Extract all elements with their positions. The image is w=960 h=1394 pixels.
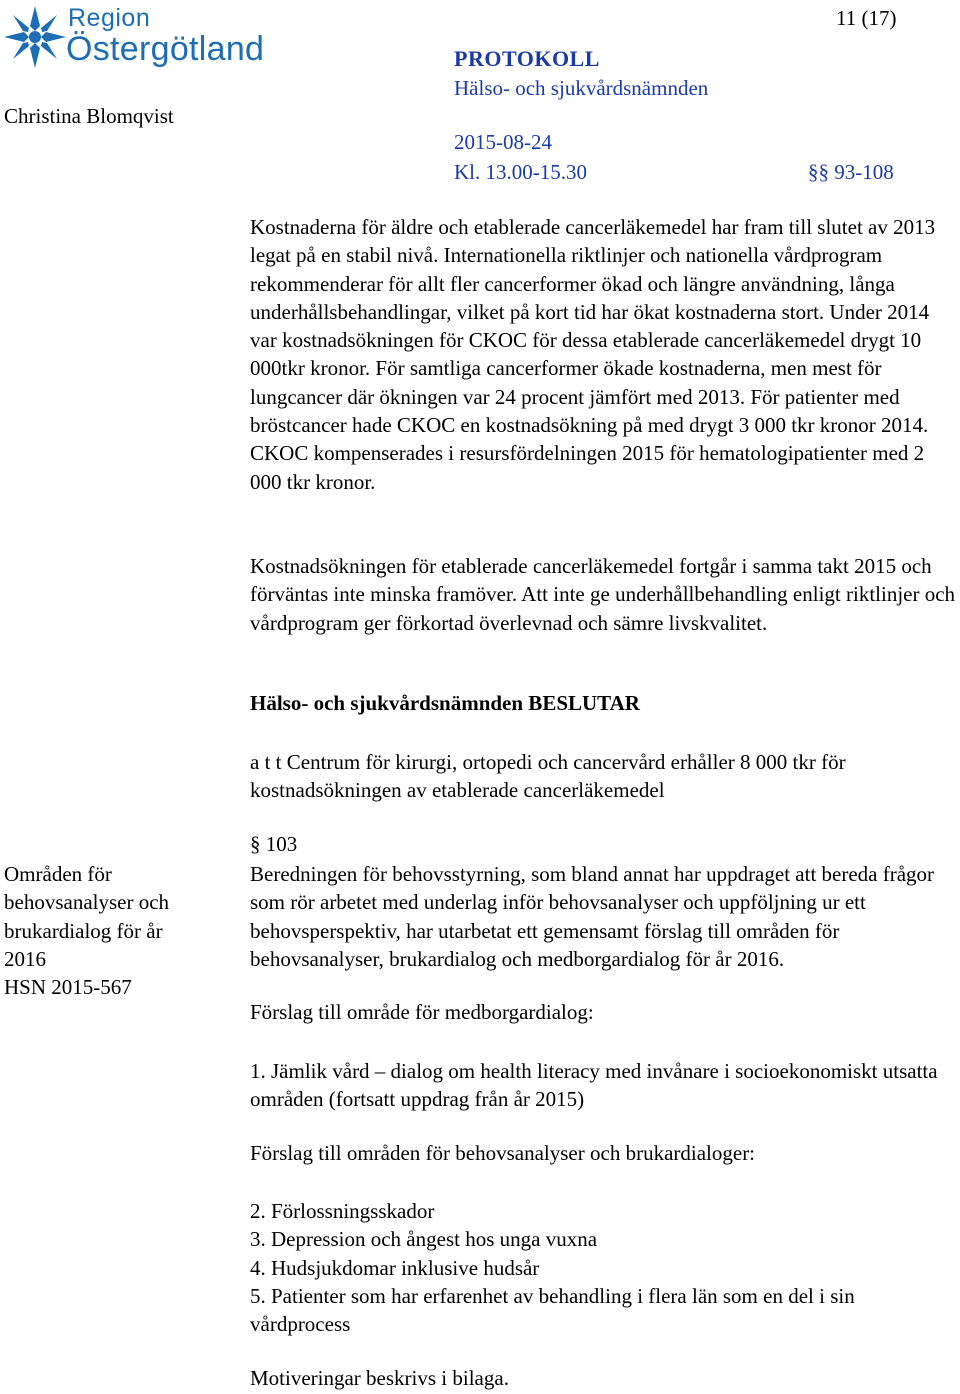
meeting-date: 2015-08-24 (454, 130, 552, 154)
list-item: 5. Patienter som har erfarenhet av behandling i flera län som en del i sin vårdprocess (250, 1283, 855, 1337)
section-sidebar (4, 860, 204, 1001)
logo-text-region: Region (68, 4, 151, 32)
behovsanalys-heading: Förslag till områden för behovsanalyser och brukardialoger: (250, 1141, 756, 1165)
list-item: 3. Depression och ångest hos unga vuxna (250, 1227, 598, 1252)
decision-text: a t t Centrum för kirurgi, ortopedi och cancervård erhåller 8 000 tkr för kostnadsökningen av etablerade cancerläkemedel (250, 750, 846, 803)
medborgardialog-heading: Förslag till område för medborgardialog: (250, 1000, 594, 1024)
organization-name: Hälso- och sjukvårdsnämnden (454, 76, 709, 100)
star-flower-icon (4, 6, 66, 68)
section-sidebar-ref: HSN 2015-567 (4, 975, 132, 1000)
medborgardialog-item: 1. Jämlik vård – dialog om health literacy med invånare i socioekonomiskt utsatta områden (fortsatt uppdrag från år 2015) (250, 1059, 938, 1112)
body-paragraph-1: Kostnaderna för äldre och etablerade cancerläkemedel har fram till slutet av 2013 legat på en stabil nivå. Internationella riktlinjer och nationella vårdprogram rekommenderar för allt fler cancerformer ökad och längre användning, långa underhållsbehandlingar, vilket på kort tid har ökat kostnaderna stort. Under 2014 var kostnadsökningen för CKOC för dessa etablerade cancerläkemedel drygt 10 000tkr kronor. För samtliga cancerformer ökade kostnaderna, men mest för lungcancer där ökningen var 24 procent jämfört med 2013. För patienter med bröstcancer hade CKOC en kostnadsökning på med drygt 3 000 tkr kronor 2014. CKOC kompenserades i resursfördelningen 2015 för hematologipatienter med 2 000 tkr kronor. (250, 215, 936, 494)
section-intro: Beredningen för behovsstyrning, som bland annat har uppdraget att bereda frågor som rör arbetet med underlag inför behovsanalyser och uppföljning ur ett behovsperspektiv, har utarbetat ett gemensamt förslag till områden för behovsanalyser, brukardialog och medborgardialog för år 2016. (250, 862, 935, 971)
body-paragraph-2: Kostnadsökningen för etablerade cancerläkemedel fortgår i samma takt 2015 och förväntas inte minska framöver. Att inte ge underhållbehandling enligt riktlinjer och vårdprogram ger förkortad överlevnad och sämre livskvalitet. (250, 554, 956, 635)
logo-text-ostergotland: Östergötland (66, 30, 265, 68)
decision-heading: Hälso- och sjukvårdsnämnden BESLUTAR (250, 691, 640, 715)
author-name: Christina Blomqvist (4, 104, 174, 128)
list-item: 2. Förlossningsskador (250, 1199, 435, 1223)
behovsanalys-list (250, 1197, 956, 1338)
list-item: 4. Hudsjukdomar inklusive hudsår (250, 1255, 540, 1280)
meeting-time: Kl. 13.00-15.30 (454, 160, 587, 184)
section-number: § 103 (250, 832, 298, 856)
closing-line: Motiveringar beskrivs i bilaga. (250, 1366, 509, 1390)
section-sidebar-title: Områden för behovsanalyser och brukardialog för år 2016 (4, 862, 170, 971)
paragraph-range: §§ 93-108 (808, 160, 894, 184)
document-type: PROTOKOLL (454, 46, 600, 71)
page-number: 11 (17) (836, 6, 897, 30)
